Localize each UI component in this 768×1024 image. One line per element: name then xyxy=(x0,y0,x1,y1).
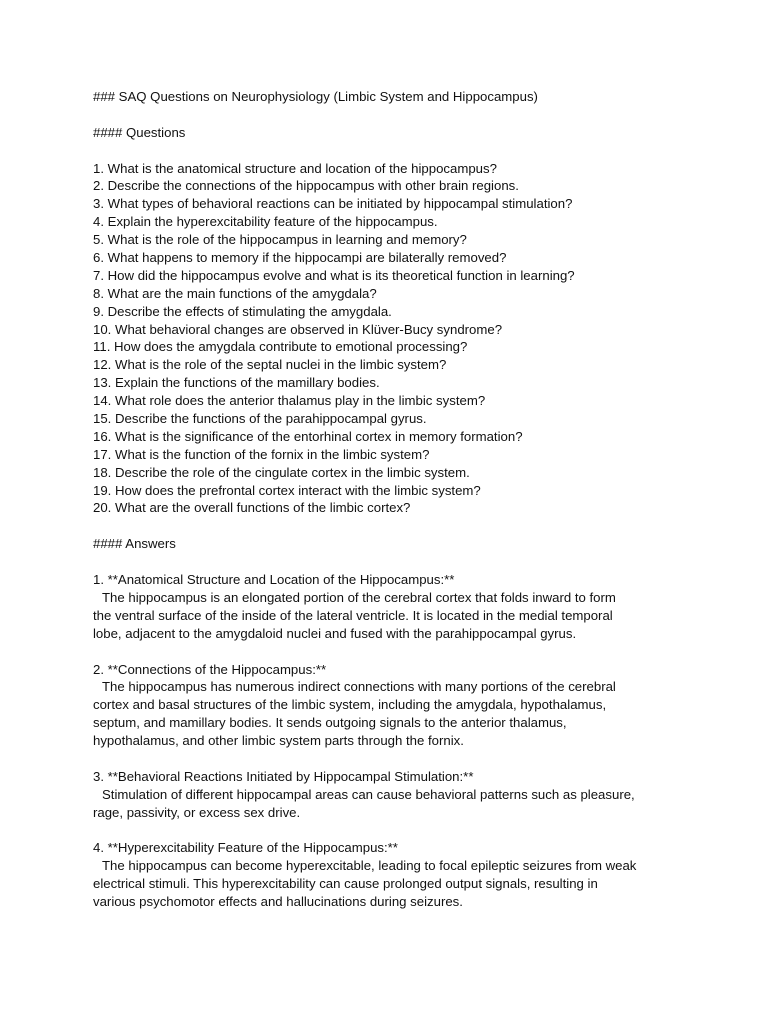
answer-line: lobe, adjacent to the amygdaloid nuclei and fused with the parahippocampal gyrus. xyxy=(93,625,577,641)
answer-line: hypothalamus, and other limbic system parts through the fornix. xyxy=(93,733,464,749)
question-item: 15. Describe the functions of the parahippocampal gyrus. xyxy=(93,411,427,427)
answer-line: The hippocampus can become hyperexcitable, leading to focal epileptic seizures from weak xyxy=(102,858,637,874)
spacer xyxy=(93,822,693,840)
answer-heading: 1. **Anatomical Structure and Location of the Hippocampus:** xyxy=(93,572,455,588)
spacer xyxy=(93,643,693,661)
question-item: 3. What types of behavioral reactions can be initiated by hippocampal stimulation? xyxy=(93,196,573,212)
question-item: 9. Describe the effects of stimulating the amygdala. xyxy=(93,303,392,319)
questions-list xyxy=(93,160,693,518)
answer-block xyxy=(93,839,693,911)
question-item: 7. How did the hippocampus evolve and what is its theoretical function in learning? xyxy=(93,267,575,283)
answer-line: The hippocampus has numerous indirect connections with many portions of the cerebral xyxy=(102,679,616,695)
question-item: 18. Describe the role of the cingulate cortex in the limbic system. xyxy=(93,464,470,480)
answer-line: electrical stimuli. This hyperexcitability can cause prolonged output signals, resulting in xyxy=(93,876,598,892)
spacer xyxy=(93,750,693,768)
question-item: 4. Explain the hyperexcitability feature of the hippocampus. xyxy=(93,214,438,230)
document-page xyxy=(93,88,693,911)
question-item: 10. What behavioral changes are observed in Klüver-Bucy syndrome? xyxy=(93,321,503,337)
document-title: ### SAQ Questions on Neurophysiology (Limbic System and Hippocampus) xyxy=(93,89,538,104)
question-item: 17. What is the function of the fornix in the limbic system? xyxy=(93,446,430,462)
spacer xyxy=(93,517,693,535)
question-item: 13. Explain the functions of the mamillary bodies. xyxy=(93,375,380,391)
spacer xyxy=(93,106,693,124)
answer-line: the ventral surface of the inside of the lateral ventricle. It is located in the medial temporal xyxy=(93,607,613,623)
answer-line: rage, passivity, or excess sex drive. xyxy=(93,804,301,820)
question-item: 12. What is the role of the septal nuclei in the limbic system? xyxy=(93,357,447,373)
answer-line: various psychomotor effects and hallucinations during seizures. xyxy=(93,894,463,910)
answers-heading: #### Answers xyxy=(93,536,176,552)
answer-block xyxy=(93,768,693,822)
spacer xyxy=(93,553,693,571)
question-item: 19. How does the prefrontal cortex interact with the limbic system? xyxy=(93,482,481,498)
question-item: 2. Describe the connections of the hippocampus with other brain regions. xyxy=(93,178,519,194)
answer-line: Stimulation of different hippocampal areas can cause behavioral patterns such as pleasure, xyxy=(102,786,635,802)
question-item: 5. What is the role of the hippocampus in learning and memory? xyxy=(93,232,467,248)
spacer xyxy=(93,142,693,160)
answer-block xyxy=(93,661,693,750)
question-item: 11. How does the amygdala contribute to emotional processing? xyxy=(93,339,468,355)
question-item: 14. What role does the anterior thalamus play in the limbic system? xyxy=(93,393,486,409)
question-item: 16. What is the significance of the entorhinal cortex in memory formation? xyxy=(93,428,523,444)
questions-heading: #### Questions xyxy=(93,124,186,140)
answer-heading: 4. **Hyperexcitability Feature of the Hippocampus:** xyxy=(93,840,398,856)
question-item: 1. What is the anatomical structure and location of the hippocampus? xyxy=(93,160,497,176)
answer-heading: 3. **Behavioral Reactions Initiated by Hippocampal Stimulation:** xyxy=(93,768,474,784)
answer-block xyxy=(93,571,693,643)
answer-line: cortex and basal structures of the limbic system, including the amygdala, hypothalamus, xyxy=(93,697,607,713)
question-item: 20. What are the overall functions of the limbic cortex? xyxy=(93,500,411,516)
answer-line: septum, and mamillary bodies. It sends outgoing signals to the anterior thalamus, xyxy=(93,715,567,731)
question-item: 6. What happens to memory if the hippocampi are bilaterally removed? xyxy=(93,250,507,266)
answer-heading: 2. **Connections of the Hippocampus:** xyxy=(93,661,327,677)
question-item: 8. What are the main functions of the amygdala? xyxy=(93,285,377,301)
answer-line: The hippocampus is an elongated portion of the cerebral cortex that folds inward to form xyxy=(102,589,616,605)
